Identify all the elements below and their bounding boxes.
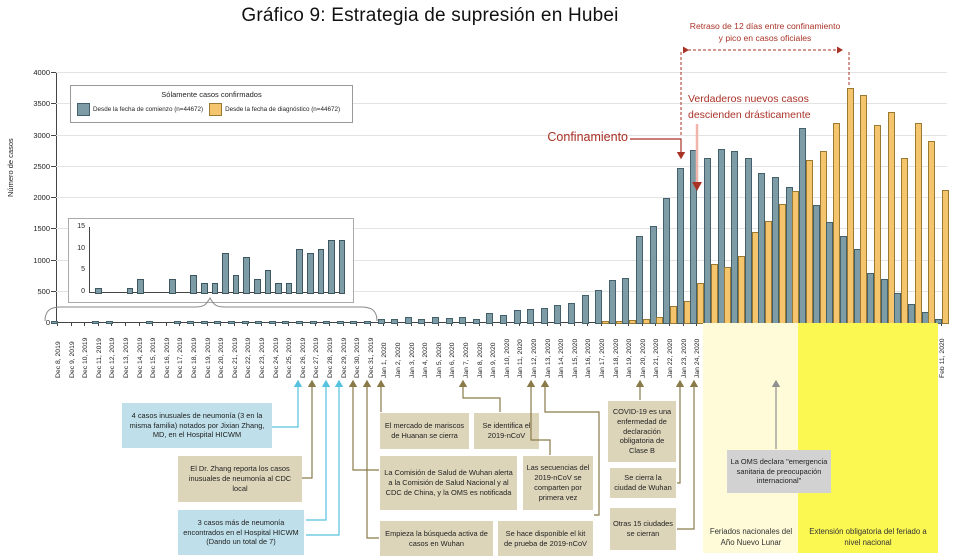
x-tick-label: Jan 1, 2020 (381, 342, 389, 378)
x-tick-label: Jan 4, 2020 (422, 342, 430, 378)
x-tick-label: Jan 12, 2020 (531, 338, 538, 378)
x-tick-label: Dec 31, 2019 (367, 337, 375, 378)
y-tick-label-500: 500 (37, 286, 50, 296)
y-tick-label-1000: 1000 (33, 255, 50, 265)
x-tick-label: Dec 17, 2019 (177, 337, 185, 378)
y-tick-label-1500: 1500 (33, 224, 50, 234)
callout-c9: Se hace disponible el kit de prueba de 2019-nCoV (498, 521, 593, 556)
x-tick-label: Dec 20, 2019 (218, 337, 226, 378)
x-tick-label: Jan 9, 2020 (490, 342, 498, 378)
x-tick-label: Dec 12, 2019 (109, 337, 117, 378)
callout-c1: 4 casos inusuales de neumonía (3 en la misma familia) notados por Jixian Zhang, MD, en el Hospital HICWM (122, 403, 272, 448)
x-tick-label: Jan 5, 2020 (435, 342, 443, 378)
callout-c10: COVID-19 es una enfermedad de declaración obligatoria de Clase B (608, 401, 676, 462)
x-tick-label: Dec 8, 2019 (55, 341, 62, 378)
connector-c6 (367, 381, 379, 538)
x-tick-label: Jan 21, 2020 (653, 338, 661, 378)
connector-c4 (306, 381, 339, 535)
connector-c2 (302, 381, 312, 478)
x-tick-label: Dec 30, 2019 (354, 337, 362, 378)
y-tick-label-3000: 3000 (33, 130, 50, 140)
callout-c6: La Comisión de Salud de Wuhan alerta a la Comisión de Salud Nacional y al CDC de China, y la OMS es notificada (380, 456, 517, 510)
x-tick-label: Jan 20, 2020 (639, 338, 647, 378)
y-tick-label-2000: 2000 (33, 193, 50, 202)
page-title: Gráfico 9: Estrategia de supresión en Hubei (241, 5, 619, 26)
x-tick-label: Dec 9, 2019 (68, 341, 76, 378)
band-label-feriados: Feriados nacionales del Año Nuevo Lunar (709, 527, 793, 547)
callout-c13: La OMS declara "emergencia sanitaria de preocupación internacional" (727, 450, 831, 493)
annotation-retraso-12-dias: Retraso de 12 días entre confinamiento y pico en casos oficiales (689, 21, 841, 44)
x-tick-label: Feb 11, 2020 (939, 338, 946, 378)
callout-c3: 3 casos más de neumonía encontrados en el Hospital HICWM (Dando un total de 7) (178, 510, 304, 555)
brace-dec-range (45, 298, 377, 321)
connector-c1 (272, 381, 298, 427)
legend-title: Sólamente casos confirmados (161, 90, 262, 99)
x-tick-label: Jan 17, 2020 (599, 338, 606, 378)
x-tick-label: Dec 11, 2019 (95, 338, 103, 378)
x-tick-label: Dec 28, 2019 (327, 337, 334, 378)
x-tick-label: Jan 6, 2020 (449, 342, 457, 378)
inset-y-label-5: 5 (81, 266, 85, 274)
x-tick-label: Jan 19, 2020 (626, 338, 634, 378)
callout-c5: Se identifica el 2019-nCoV (474, 413, 539, 449)
x-tick-label: Jan 16, 2020 (585, 338, 593, 378)
inset-y-label-15: 15 (77, 223, 85, 230)
x-tick-label: Dec 27, 2019 (313, 337, 321, 378)
callout-c4: El mercado de mariscos de Huanan se cierra (380, 413, 469, 449)
callout-c2: El Dr. Zhang reporta los casos inusuales de neumonía al CDC local (178, 456, 302, 502)
y-tick-label-2500: 2500 (33, 161, 50, 171)
callout-c11: Se cierra la ciudad de Wuhan (610, 468, 676, 498)
x-tick-label: Dec 29, 2019 (340, 337, 348, 378)
x-tick-label: Jan 11, 2020 (517, 339, 525, 378)
x-tick-label: Jan 15, 2020 (571, 338, 579, 378)
x-tick-label: Jan 7, 2020 (463, 342, 470, 378)
x-tick-label: Jan 13, 2020 (544, 338, 552, 378)
x-tick-label: Jan 18, 2020 (612, 338, 620, 378)
y-axis-label: Número de casos (6, 138, 15, 197)
connector-c9 (531, 381, 550, 455)
connector-c3 (306, 381, 326, 520)
x-tick-label: Jan 24, 2020 (694, 338, 702, 378)
x-tick-label: Jan 3, 2020 (408, 342, 416, 378)
inset-y-label-10: 10 (77, 244, 85, 252)
annotation-confinamiento: Confinamiento (547, 130, 628, 144)
verdaderos-arrow-head (692, 182, 702, 191)
x-tick-label: Dec 13, 2019 (123, 337, 130, 378)
callout-c7: Las secuencias del 2019-nCoV se comparten por primera vez (523, 456, 593, 510)
x-tick-label: Dec 16, 2019 (163, 337, 171, 378)
x-tick-label: Dec 15, 2019 (150, 337, 158, 378)
x-tick-label: Dec 10, 2019 (82, 337, 90, 378)
x-tick-label: Dec 14, 2019 (136, 337, 144, 378)
x-tick-label: Dec 22, 2019 (245, 337, 253, 378)
x-tick-label: Dec 25, 2019 (286, 337, 294, 378)
connector-c5 (353, 381, 379, 470)
x-tick-label: Jan 2, 2020 (395, 342, 402, 378)
x-tick-label: Jan 10, 2020 (503, 338, 511, 378)
x-tick-label: Jan 14, 2020 (558, 338, 566, 378)
confinamiento-pointer (630, 139, 681, 158)
y-tick-label-3500: 3500 (33, 99, 50, 109)
band-label-extension: Extensión obligatoria del feriado a nivel nacional (809, 527, 927, 547)
connector-c12 (677, 381, 680, 483)
x-tick-label: Dec 26, 2019 (299, 337, 307, 378)
x-tick-label: Dec 19, 2019 (204, 337, 212, 378)
x-tick-label: Jan 8, 2020 (476, 342, 484, 378)
connector-c8 (463, 381, 500, 412)
callout-c12: Otras 15 ciudades se cierran (610, 508, 676, 550)
x-tick-label: Dec 18, 2019 (191, 337, 198, 378)
y-tick-label-0: 0 (45, 318, 50, 327)
inset-y-label-0: 0 (81, 288, 85, 295)
x-tick-label: Jan 22, 2020 (667, 338, 674, 378)
x-tick-label: Dec 23, 2019 (259, 337, 266, 378)
callout-c8: Empieza la búsqueda activa de casos en Wuhan (380, 521, 493, 556)
legend-label-diagnostico: Desde la fecha de diagnóstico (n=44672) (225, 106, 341, 113)
legend-label-comienzo: Desde la fecha de comienzo (n=44672) (93, 106, 204, 113)
annotation-verdaderos-nuevos-casos: Verdaderos nuevos casos descienden drásticamente (688, 93, 811, 121)
x-tick-label: Dec 24, 2019 (272, 337, 280, 378)
x-tick-label: Jan 23, 2020 (680, 338, 688, 378)
connector-c10 (545, 381, 599, 515)
y-tick-label-4000: 4000 (33, 68, 50, 77)
x-tick-label: Dec 21, 2019 (231, 337, 239, 378)
